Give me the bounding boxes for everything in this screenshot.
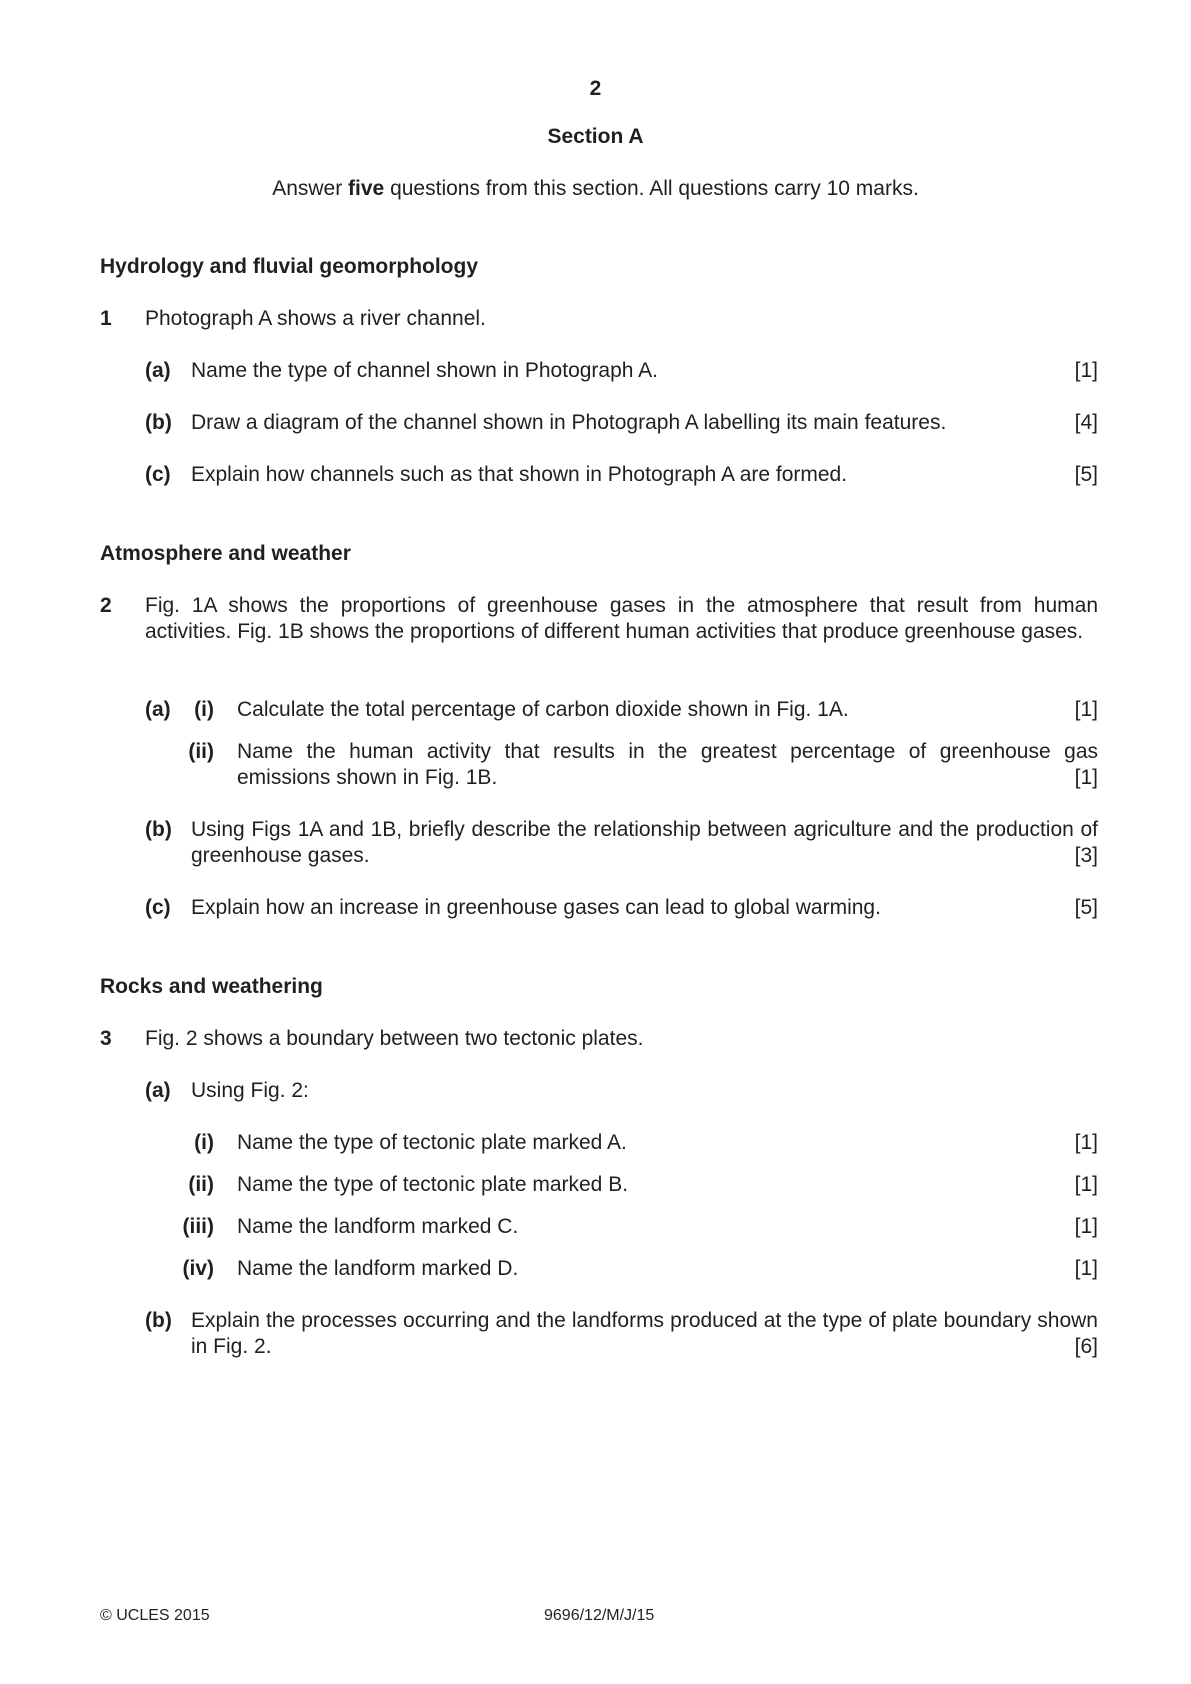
q1-part-b-label: (b) bbox=[145, 411, 172, 434]
q2-part-a-i-label: (i) bbox=[194, 698, 214, 721]
q1-part-a-label: (a) bbox=[145, 359, 171, 382]
instructions-after: questions from this section. All questions carry 10 marks. bbox=[384, 177, 919, 200]
q3-part-b-label: (b) bbox=[145, 1309, 172, 1332]
q3-part-a-label: (a) bbox=[145, 1079, 171, 1102]
q3-part-a-text: Using Fig. 2: bbox=[191, 1079, 309, 1102]
q2-part-a-ii-text: Name the human activity that results in the greatest percentage of greenhouse gas emissions shown in Fig. 1B. bbox=[237, 740, 1098, 789]
q3-part-b-text: Explain the processes occurring and the landforms produced at the type of plate boundary shown in Fig. 2. bbox=[191, 1309, 1098, 1358]
q3-part-a-i-mark: [1] bbox=[1074, 1131, 1098, 1154]
question-1-number: 1 bbox=[100, 307, 112, 330]
q1-part-b-text: Draw a diagram of the channel shown in Photograph A labelling its main features. bbox=[191, 411, 947, 434]
q2-part-b-mark: [3] bbox=[1074, 844, 1098, 867]
section-instructions bbox=[0, 176, 1191, 202]
q3-part-b-mark: [6] bbox=[1074, 1335, 1098, 1358]
question-3-stem: Fig. 2 shows a boundary between two tectonic plates. bbox=[145, 1027, 644, 1050]
footer-copyright: © UCLES 2015 bbox=[100, 1607, 210, 1624]
section-title: Section A bbox=[547, 125, 644, 148]
q3-part-a-iv-mark: [1] bbox=[1074, 1257, 1098, 1280]
instructions-emphasis: five bbox=[348, 177, 385, 200]
question-2-stem: Fig. 1A shows the proportions of greenhouse gases in the atmosphere that result from human activities. Fig. 1B shows the proportions of different human activities that produce greenhouse gases. bbox=[145, 594, 1098, 643]
q3-part-a-iv-label: (iv) bbox=[182, 1257, 214, 1280]
q2-part-a-ii-label: (ii) bbox=[188, 740, 214, 763]
q3-part-a-iii-mark: [1] bbox=[1074, 1215, 1098, 1238]
page-number: 2 bbox=[589, 77, 602, 100]
q3-part-a-iv-text: Name the landform marked D. bbox=[237, 1257, 519, 1280]
q2-part-c-mark: [5] bbox=[1074, 896, 1098, 919]
topic-heading-rocks: Rocks and weathering bbox=[100, 975, 323, 998]
q2-part-c-label: (c) bbox=[145, 896, 171, 919]
question-1-stem: Photograph A shows a river channel. bbox=[145, 307, 486, 330]
q3-part-a-ii-text: Name the type of tectonic plate marked B. bbox=[237, 1173, 629, 1196]
q3-part-a-i-text: Name the type of tectonic plate marked A. bbox=[237, 1131, 627, 1154]
q3-part-a-iii-label: (iii) bbox=[182, 1215, 214, 1238]
q1-part-a-mark: [1] bbox=[1074, 359, 1098, 382]
q2-part-b-text: Using Figs 1A and 1B, briefly describe the relationship between agriculture and the production of greenhouse gases. bbox=[191, 818, 1098, 867]
q3-part-a-ii-mark: [1] bbox=[1074, 1173, 1098, 1196]
footer-paper-code: 9696/12/M/J/15 bbox=[544, 1607, 655, 1624]
q1-part-a-text: Name the type of channel shown in Photograph A. bbox=[191, 359, 658, 382]
q2-part-c-text: Explain how an increase in greenhouse gases can lead to global warming. bbox=[191, 896, 881, 919]
q2-part-a-i-text: Calculate the total percentage of carbon dioxide shown in Fig. 1A. bbox=[237, 698, 849, 721]
q2-part-a-ii-mark: [1] bbox=[1074, 766, 1098, 789]
q1-part-c-text: Explain how channels such as that shown in Photograph A are formed. bbox=[191, 463, 848, 486]
question-3-number: 3 bbox=[100, 1027, 112, 1050]
instructions-before: Answer bbox=[272, 177, 349, 200]
topic-heading-atmosphere: Atmosphere and weather bbox=[100, 542, 351, 565]
q2-part-a-label: (a) bbox=[145, 698, 171, 721]
q1-part-c-label: (c) bbox=[145, 463, 171, 486]
q2-part-a-i-mark: [1] bbox=[1074, 698, 1098, 721]
q3-part-a-ii-label: (ii) bbox=[188, 1173, 214, 1196]
question-2-number: 2 bbox=[100, 594, 112, 617]
q1-part-c-mark: [5] bbox=[1074, 463, 1098, 486]
q1-part-b-mark: [4] bbox=[1074, 411, 1098, 434]
q3-part-a-i-label: (i) bbox=[194, 1131, 214, 1154]
q2-part-b-label: (b) bbox=[145, 818, 172, 841]
q3-part-a-iii-text: Name the landform marked C. bbox=[237, 1215, 519, 1238]
topic-heading-hydrology: Hydrology and fluvial geomorphology bbox=[100, 255, 479, 278]
